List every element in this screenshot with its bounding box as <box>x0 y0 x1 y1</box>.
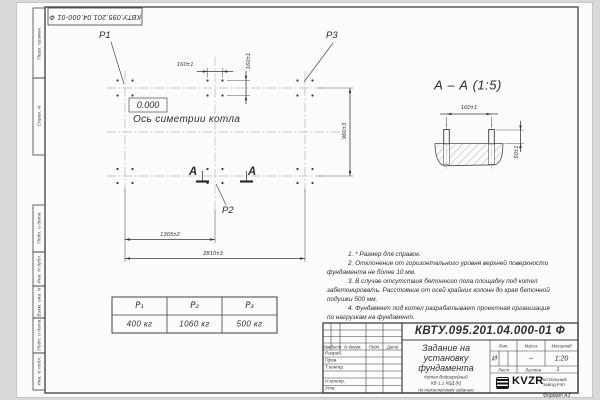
zero-elevation-mark: 0.000 <box>136 100 160 110</box>
margin-label-inv-podl: Инв. N подл. <box>36 356 42 386</box>
mass-value: – <box>529 355 533 362</box>
sig-row-razrab: Разраб. <box>325 351 343 356</box>
dim-bolt-spacing-v: 160±1 <box>246 52 252 70</box>
sig-row-tkontr: Т.контр. <box>325 365 345 370</box>
rev-header-data: Дата <box>386 344 399 349</box>
scale-header: Масштаб <box>551 343 572 348</box>
boiler-symmetry-axis-label: Ось симетрии котла <box>133 114 241 125</box>
sheet-label: Лист <box>497 367 510 372</box>
dim-full-length: 2810±3 <box>203 251 223 257</box>
note-line: забетонировать. Расстояние от осей крайних колонн до края бетонной <box>327 287 550 294</box>
kvzr-caption-line: КОТЕЛЬНЫЙ <box>543 378 567 382</box>
margin-label-vzam-inv: Взам. инв. N <box>36 287 42 317</box>
title-block-doc-number: КВТУ.095.201.04.000-01 Ф <box>414 325 566 337</box>
margin-label-sprav-n: Справ. N <box>36 105 42 127</box>
margin-label-inv-dubl: Инв. N дубл. <box>36 254 42 284</box>
stamp-doc-number: КВТУ.095.201.04.000-01 Ф <box>49 13 141 20</box>
note-line: по нагрузкам на фундамент. <box>327 314 415 321</box>
lit-value: И <box>491 355 498 362</box>
rev-header-izm: Изм. <box>322 344 332 349</box>
dim-half-length: 1365±2 <box>160 232 180 238</box>
kvzr-logo-text: KVZR <box>512 375 544 387</box>
kvzr-logo-icon <box>496 377 509 389</box>
doc-title-line: фундамента <box>418 363 474 373</box>
doc-title-line: установку <box>423 353 469 363</box>
technical-notes <box>327 250 577 322</box>
note-line: фундамента не более 10 мм. <box>327 269 416 276</box>
load-point-label-p1: P1 <box>99 30 111 41</box>
load-table-header-p1: P₁ <box>135 301 144 311</box>
dim-bolt-spacing-h: 160±1 <box>177 62 194 68</box>
margin-label-podp-data-1: Подп. и дата <box>36 212 42 244</box>
section-letter-right: А <box>247 166 257 178</box>
load-table-header-p2: P₂ <box>190 301 199 311</box>
note-line: подушки 500 мм. <box>327 296 378 303</box>
sheets-label: Листов <box>525 367 541 372</box>
load-table-value-p1: 400 кг <box>126 319 153 329</box>
product-line: КВ-1,1 КБД (К) <box>430 380 462 386</box>
mass-header: Масса <box>524 343 538 348</box>
lit-header: Лит. <box>498 343 509 348</box>
note-line: 3. В случае отсутствия бетонного пола площадку под котел <box>348 278 538 285</box>
product-line: по техническому заданию <box>418 387 474 392</box>
load-point-label-p3: P3 <box>326 30 338 41</box>
load-table-value-p3: 500 кг <box>236 319 263 329</box>
load-point-label-p2: P2 <box>222 205 234 216</box>
load-table-header-p3: P₃ <box>245 301 254 311</box>
rev-header-dokum: N докум. <box>344 344 362 349</box>
sheets-value: 1 <box>556 366 560 373</box>
note-line: 2. Отклонение от горизонтального уровня верхней поверхности <box>348 260 549 267</box>
dim-row-spacing: 960±3 <box>341 122 348 140</box>
note-line: 1. * Размер для справок. <box>348 251 421 258</box>
format-note: Формат А3 <box>543 393 571 399</box>
sig-row-prov: Пров. <box>325 358 338 363</box>
sig-row-nkontr: Н.контр. <box>325 379 346 385</box>
kvzr-caption-line: ЗАВОД РЭП <box>543 382 565 387</box>
dim-section-bolt-height: 50±1 <box>513 145 520 159</box>
margin-label-perv-primen: Перв. примен. <box>36 26 42 60</box>
margin-label-podp-data-2: Подп. и дата <box>36 319 42 351</box>
dim-section-bolt-spacing: 160±1 <box>460 105 478 111</box>
section-view-title: А – А (1:5) <box>434 77 502 93</box>
kvzr-logo-caption <box>543 378 567 387</box>
rev-header-list: Лист <box>329 344 342 349</box>
doc-title-line: Задание на <box>422 343 470 353</box>
note-line: 4. Фундамент под котел разрабатывает проектная организация <box>348 305 550 312</box>
load-table-value-p2: 1060 кг <box>179 319 210 329</box>
rev-header-podp: Подп. <box>368 344 381 349</box>
section-letter-left: А <box>188 166 198 178</box>
product-line: Котел Водогрейный <box>424 374 468 380</box>
sig-row-utv: Утв. <box>325 386 336 392</box>
scale-value: 1:20 <box>554 355 569 362</box>
